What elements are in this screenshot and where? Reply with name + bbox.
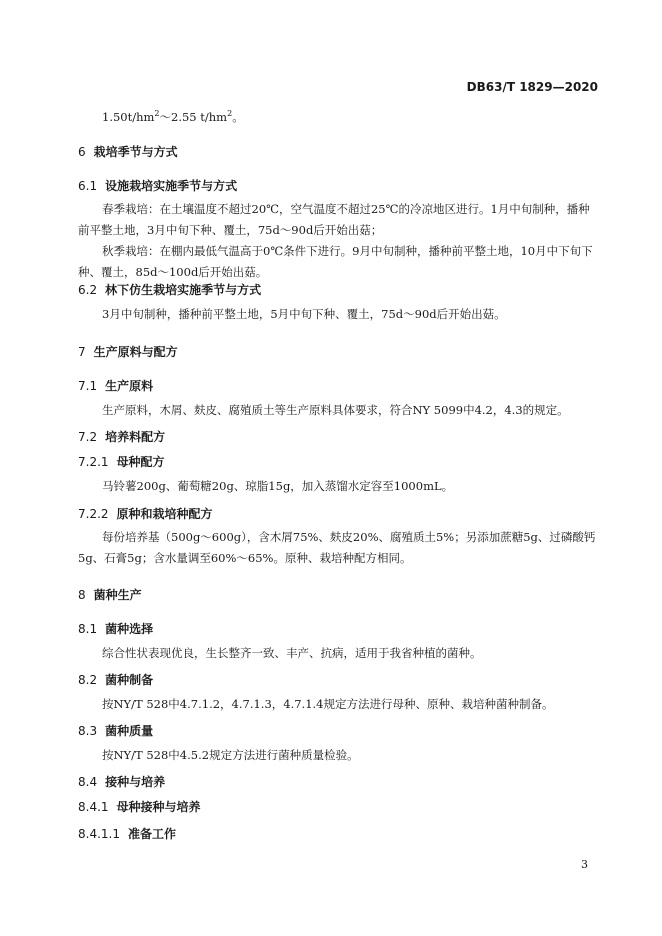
paragraph — [78, 476, 598, 497]
continuation-text: 。 — [232, 109, 244, 124]
section-number: 7.2.1 — [78, 455, 109, 469]
section-number: 8.4.1 — [78, 800, 109, 814]
section-title: 菌种质量 — [105, 724, 154, 738]
section-number: 7 — [78, 345, 86, 359]
section-heading-7-2 — [78, 428, 598, 445]
section-heading-8-4 — [78, 773, 598, 790]
section-number: 6.1 — [78, 179, 98, 193]
section-title: 林下仿生栽培实施季节与方式 — [105, 283, 262, 297]
section-heading-8-4-1-1 — [78, 825, 598, 842]
superscript: 2 — [227, 109, 233, 118]
section-title: 接种与培养 — [105, 775, 166, 789]
paragraph-text: 按NY/T 528中4.7.1.2，4.7.1.3，4.7.1.4规定方法进行母种、原种、栽培种菌种制备。 — [102, 697, 554, 711]
section-heading-8-4-1 — [78, 798, 598, 815]
section-title: 生产原料与配方 — [93, 345, 178, 359]
section-number: 8.4.1.1 — [78, 827, 120, 841]
paragraph — [78, 527, 598, 569]
paragraph-text: 秋季栽培：在棚内最低气温高于0℃条件下进行。9月中旬制种，播种前平整土地，10月中下旬下种、覆土，85d～100d后开始出菇。 — [78, 244, 593, 279]
section-title: 菌种生产 — [93, 588, 142, 602]
section-heading-6 — [78, 143, 598, 160]
page-number: 3 — [581, 858, 588, 871]
paragraph — [78, 745, 598, 766]
paragraph-text: 每份培养基（500g～600g），含木屑75%、麸皮20%、腐殖质土5%；另添加蔗糖5g、过磷酸钙5g、石膏5g；含水量调至60%～65%。原种、栽培种配方相同。 — [78, 530, 596, 565]
section-heading-8 — [78, 586, 598, 603]
paragraph — [78, 694, 598, 715]
section-title: 生产原料 — [105, 379, 154, 393]
section-number: 6.2 — [78, 283, 98, 297]
continuation-text: ～2.55 t/hm — [159, 109, 228, 124]
section-heading-7 — [78, 343, 598, 360]
section-heading-7-1 — [78, 377, 598, 394]
section-number: 6 — [78, 145, 86, 159]
section-title: 准备工作 — [127, 827, 176, 841]
section-title: 母种配方 — [116, 455, 165, 469]
section-number: 7.2 — [78, 430, 98, 444]
section-heading-6-1 — [78, 177, 598, 194]
section-heading-8-1 — [78, 620, 598, 637]
paragraph — [78, 199, 598, 283]
section-number: 7.1 — [78, 379, 98, 393]
paragraph — [78, 400, 598, 421]
section-heading-8-3 — [78, 722, 598, 739]
paragraph — [78, 643, 598, 664]
section-heading-8-2 — [78, 671, 598, 688]
paragraph-text: 综合性状表现优良，生长整齐一致、丰产、抗病，适用于我省种植的菌种。 — [102, 646, 482, 660]
section-title: 设施栽培实施季节与方式 — [105, 179, 238, 193]
section-heading-6-2 — [78, 281, 598, 298]
paragraph-text: 马铃薯200g、葡萄糖20g、琼脂15g，加入蒸馏水定容至1000mL。 — [102, 479, 454, 493]
section-number: 8.3 — [78, 724, 98, 738]
section-number: 8.1 — [78, 622, 98, 636]
section-title: 母种接种与培养 — [116, 800, 201, 814]
section-number: 7.2.2 — [78, 507, 109, 521]
section-number: 8.2 — [78, 673, 98, 687]
section-title: 菌种选择 — [105, 622, 154, 636]
section-title: 菌种制备 — [105, 673, 154, 687]
paragraph-text: 3月中旬制种，播种前平整土地，5月中旬下种、覆土，75d～90d后开始出菇。 — [102, 307, 506, 321]
section-heading-7-2-1 — [78, 453, 598, 470]
paragraph-text: 按NY/T 528中4.5.2规定方法进行菌种质量检验。 — [102, 748, 359, 762]
section-heading-7-2-2 — [78, 505, 598, 522]
superscript: 2 — [154, 109, 160, 118]
continuation-text: 1.50t/hm — [102, 109, 155, 124]
section-title: 原种和栽培种配方 — [116, 507, 213, 521]
continuation-line — [78, 103, 598, 128]
section-title: 栽培季节与方式 — [93, 145, 178, 159]
paragraph-text: 春季栽培：在土壤温度不超过20℃，空气温度不超过25℃的冷凉地区进行。1月中旬制种，播种前平整土地，3月中旬下种、覆土，75d～90d后开始出菇； — [78, 202, 590, 237]
section-number: 8 — [78, 588, 86, 602]
paragraph — [78, 304, 598, 325]
section-title: 培养料配方 — [105, 430, 166, 444]
section-number: 8.4 — [78, 775, 98, 789]
document-id: DB63/T 1829—2020 — [466, 80, 598, 94]
paragraph-text: 生产原料，木屑、麸皮、腐殖质土等生产原料具体要求，符合NY 5099中4.2，4.3的规定。 — [102, 403, 569, 417]
